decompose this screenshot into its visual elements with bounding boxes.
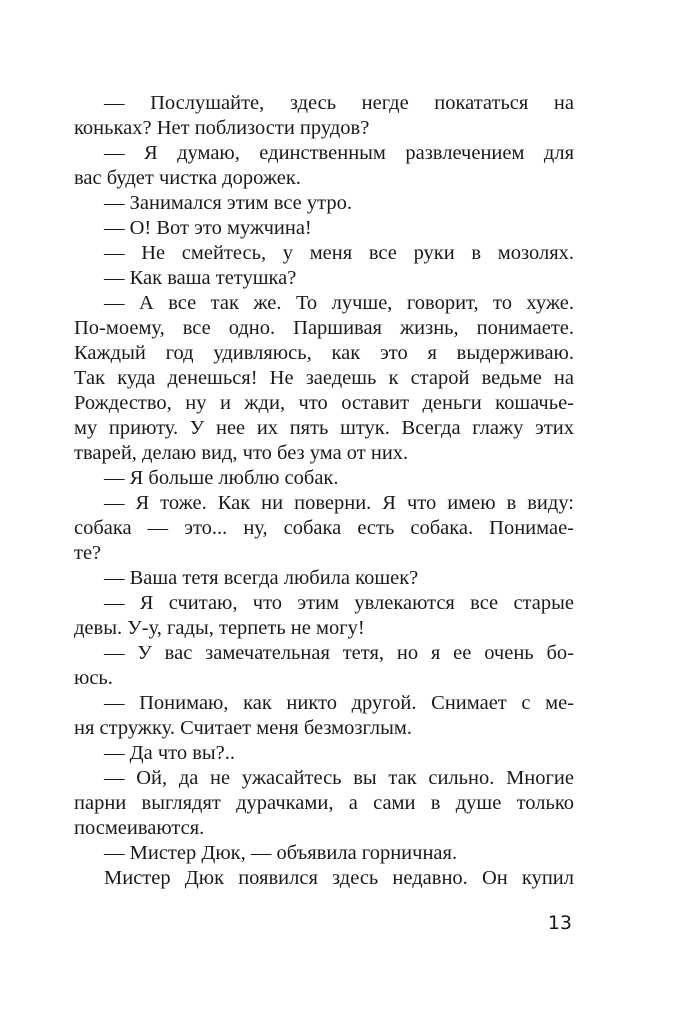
text-line: — Ваша тетя всегда любила кошек?: [104, 567, 419, 589]
text-line: му приюту. У нее их пять штук. Всегда глажу этих: [74, 417, 574, 439]
text-line: Так куда денешься! Не заедешь к старой ведьме на: [74, 367, 574, 389]
text-line: Мистер Дюк появился здесь недавно. Он купил: [104, 867, 574, 889]
text-line: ня стружку. Считает меня безмозглым.: [74, 717, 412, 739]
text-line: те?: [74, 542, 102, 564]
text-line: вас будет чистка дорожек.: [74, 167, 301, 189]
text-line: — У вас замечательная тетя, но я ее очень бо-: [104, 642, 574, 664]
text-line: — Мистер Дюк, — объявила горничная.: [104, 842, 458, 864]
text-line: По-моему, все одно. Паршивая жизнь, понимаете.: [74, 317, 574, 339]
text-line: — Я тоже. Как ни поверни. Я что имею в виду:: [104, 492, 574, 514]
text-line: — Я думаю, единственным развлечением для: [104, 142, 574, 164]
text-line: посмеиваются.: [74, 817, 205, 839]
text-line: — Понимаю, как никто другой. Снимает с ме-: [104, 692, 574, 714]
body-text: [74, 91, 574, 891]
text-line: тварей, делаю вид, что без ума от них.: [74, 442, 409, 464]
text-line: Каждый год удивляюсь, как это я выдерживаю.: [74, 342, 574, 364]
text-line: — А все так же. То лучше, говорит, то хуже.: [104, 292, 574, 314]
text-line: — О! Вот это мужчина!: [104, 217, 312, 239]
text-line: — Не смейтесь, у меня все руки в мозолях.: [104, 242, 574, 264]
text-line: — Я больше люблю собак.: [104, 467, 339, 489]
text-line: девы. У-у, гады, терпеть не могу!: [74, 617, 365, 639]
text-line: — Послушайте, здесь негде покататься на: [104, 92, 574, 114]
page-number: 13: [547, 912, 572, 934]
text-line: — Да что вы?..: [104, 742, 236, 764]
text-line: юсь.: [74, 667, 113, 689]
text-line: — Как ваша тетушка?: [104, 267, 297, 289]
text-line: собака — это... ну, собака есть собака. Понимае-: [74, 517, 574, 539]
text-line: парни выглядят дурачками, а сами в душе только: [74, 792, 574, 814]
text-line: коньках? Нет поблизости прудов?: [74, 117, 370, 139]
text-line: — Занимался этим все утро.: [104, 192, 352, 214]
text-line: — Ой, да не ужасайтесь вы так сильно. Многие: [104, 767, 574, 789]
text-line: — Я считаю, что этим увлекаются все старые: [104, 592, 574, 614]
text-line: Рождество, ну и жди, что оставит деньги кошачье-: [74, 392, 574, 414]
